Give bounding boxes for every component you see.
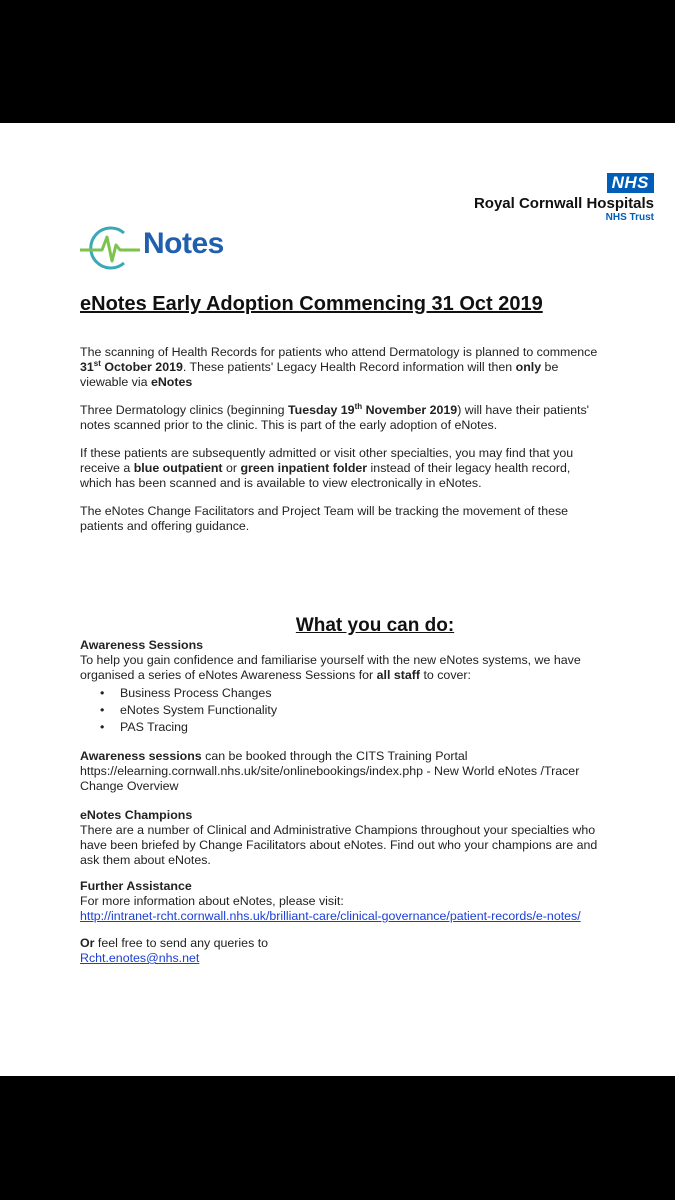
queries-section: Or feel free to send any queries to Rcht.enotes@nhs.net (80, 936, 269, 965)
intro-paragraph-4: The eNotes Change Facilitators and Project Team will be tracking the movement of these patients and offering guidance. (80, 504, 569, 533)
champions-heading: eNotes Champions (80, 808, 193, 822)
email-link[interactable]: Rcht.enotes@nhs.net (80, 951, 200, 965)
intro-paragraph-2: Three Dermatology clinics (beginning Tuesday 19th November 2019) will have their patients' notes scanned prior to the clinic. This is part of the early adoption of eNotes. (80, 401, 590, 432)
booking-paragraph: Awareness sessions can be booked through the CITS Training Portal https://elearning.cornwall.nhs.uk/site/onlinebookings/index.php - New World eNotes /Tracer Change Overview (80, 749, 580, 793)
document-page (0, 123, 675, 1076)
org-name: Royal Cornwall Hospitals (473, 195, 654, 212)
enotes-logo (80, 223, 240, 273)
assistance-section: Further Assistance For more information about eNotes, please visit: http://intranet-rcht.cornwall.nhs.uk/brilliant-care/clinical-governance/patient-records/e-notes/ (80, 879, 600, 924)
org-sub: NHS Trust (605, 212, 654, 223)
enotes-wordmark: Notes (143, 227, 224, 260)
nhs-header (474, 173, 654, 223)
intro-paragraph-3: If these patients are subsequently admitted or visit other specialties, you may find that you receive a blue outpatient or green inpatient folder instead of their legacy health record, which has been scanned and is available to view electronically in eNotes. (80, 446, 574, 490)
awareness-heading: Awareness Sessions (80, 638, 204, 652)
what-you-can-do-heading: What you can do: (295, 615, 455, 636)
list-item: • PAS Tracing (120, 719, 600, 736)
intro-paragraph-1: The scanning of Health Records for patients who attend Dermatology is planned to commence 31st October 2019. These patients' Legacy Health Record information will then only be viewable via eNotes (80, 345, 598, 389)
awareness-topics-list (80, 685, 600, 736)
awareness-section: Awareness Sessions To help you gain confidence and familiarise yourself with the new eNotes systems, we have organised a series of eNotes Awareness Sessions for all staff to cover: • Business Process Changes • eNotes System Functionality • PAS Tracing (80, 638, 600, 736)
list-item: • Business Process Changes (120, 685, 600, 702)
assistance-heading: Further Assistance (80, 879, 192, 893)
champions-section: eNotes Champions There are a number of Clinical and Administrative Champions throughout your specialties who have been briefed by Change Facilitators about eNotes. Find out who your champions are and ask them about eNotes. (80, 808, 600, 868)
nhs-logo: NHS (607, 173, 654, 193)
page-title: eNotes Early Adoption Commencing 31 Oct 2019 (80, 293, 543, 315)
enotes-pulse-icon (80, 223, 144, 273)
list-item: • eNotes System Functionality (120, 702, 600, 719)
enotes-intranet-link[interactable]: http://intranet-rcht.cornwall.nhs.uk/brilliant-care/clinical-governance/patient-records/e-notes/ (80, 909, 581, 923)
